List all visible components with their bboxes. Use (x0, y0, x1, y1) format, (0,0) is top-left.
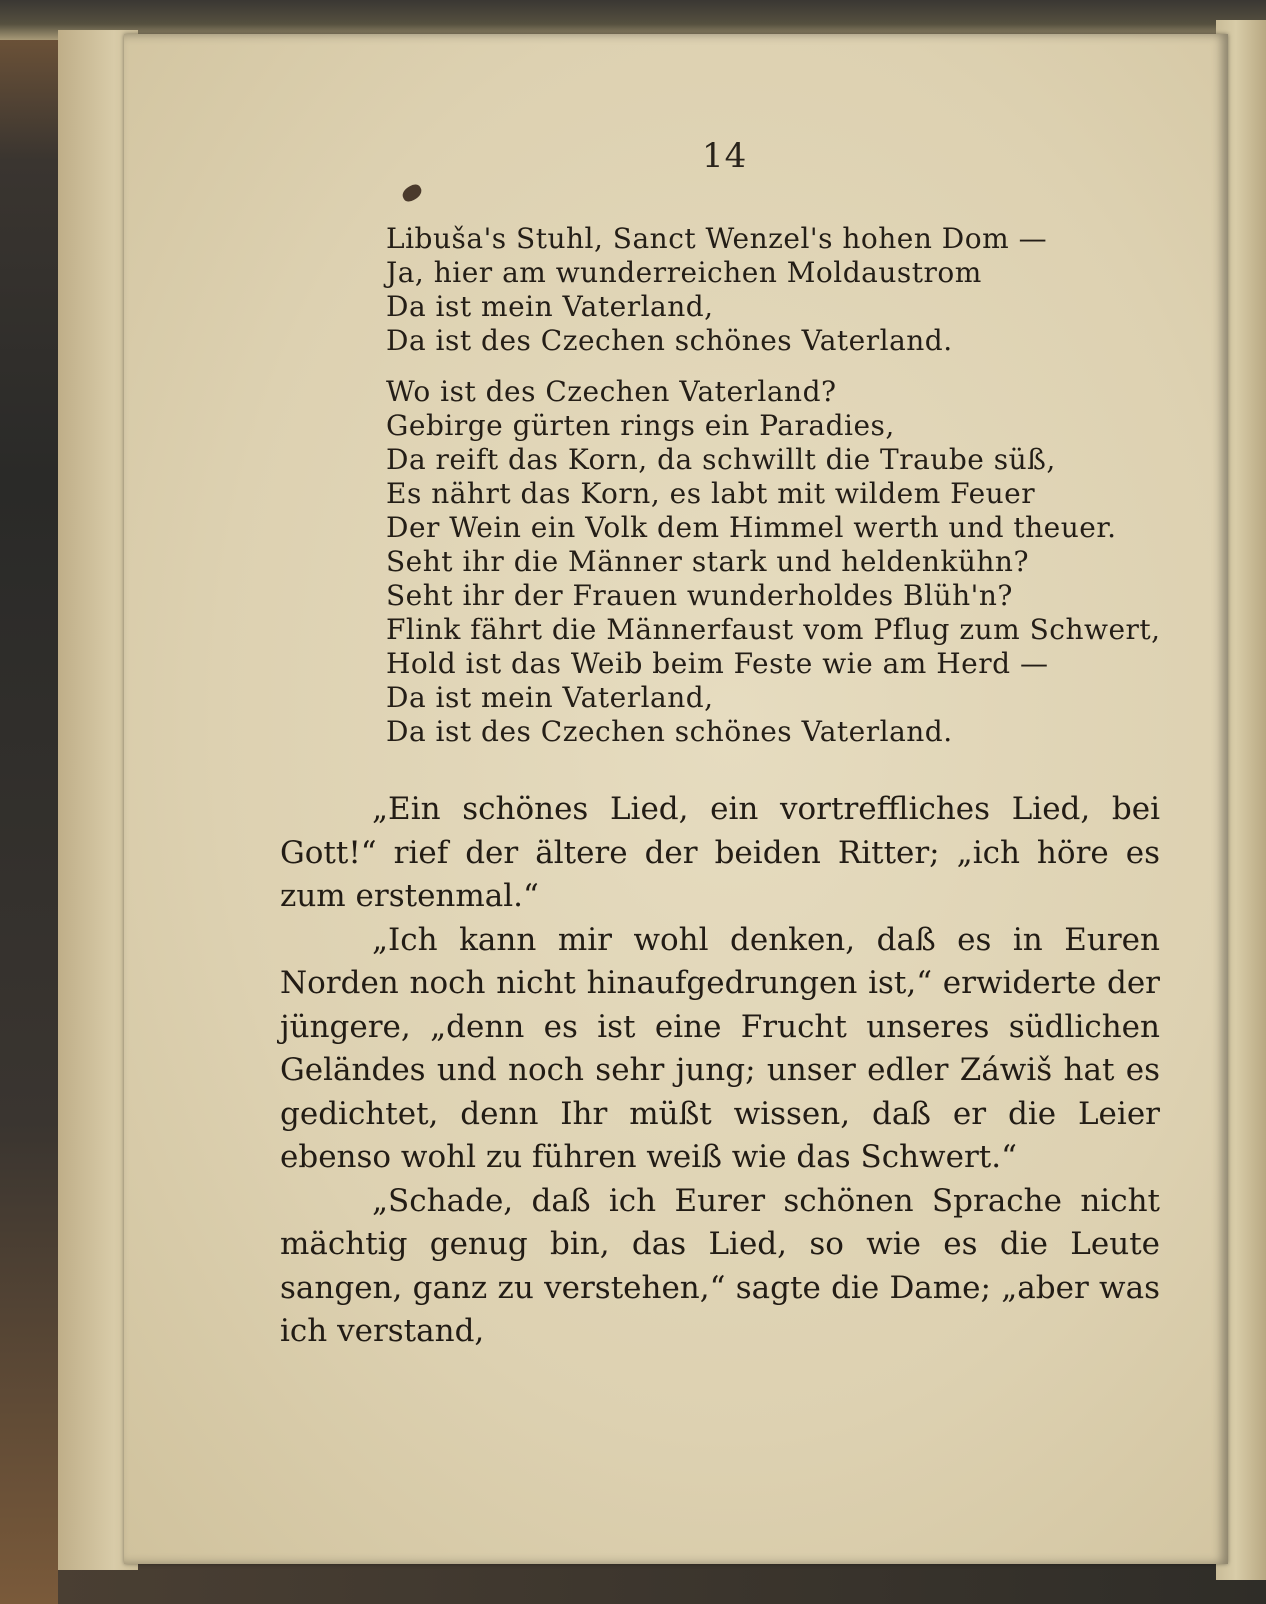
verse-line: Da ist mein Vaterland, (386, 290, 714, 323)
verse-line: Seht ihr der Frauen wunderholdes Blüh'n? (386, 579, 1013, 612)
verse-line: Libuša's Stuhl, Sanct Wenzel's hohen Dom — (386, 222, 1048, 255)
page-number: 14 (702, 136, 748, 176)
verse-line: Ja, hier am wunderreichen Moldaustrom (386, 256, 982, 289)
verse-line: Es nährt das Korn, es labt mit wildem Feuer (386, 477, 1036, 510)
verse-line: Da ist mein Vaterland, (386, 681, 714, 714)
verse-line: Wo ist des Czechen Vaterland? (386, 375, 837, 408)
verse-stanza-1 (386, 222, 1047, 358)
verse-line: Hold ist das Weib beim Feste wie am Herd — (386, 647, 1049, 680)
verse-line: Da ist des Czechen schönes Vaterland. (386, 324, 953, 357)
verse-line: Flink fährt die Männerfaust vom Pflug zum Schwert, (386, 613, 1161, 646)
verse-line: Da ist des Czechen schönes Vaterland. (386, 715, 953, 748)
paragraph: „Schade, daß ich Eurer schönen Sprache nicht mächtig genug bin, das Lied, so wie es die Leute sangen, ganz zu verstehen,“ sagte die Dame; „aber was ich verstand, (280, 1182, 1160, 1349)
verse-line: Gebirge gürten rings ein Paradies, (386, 409, 895, 442)
book-cover-left-edge (0, 0, 58, 1604)
paragraph: „Ein schönes Lied, ein vortreffliches Lied, bei Gott!“ rief der ältere der beiden Ritter; „ich höre es zum erstenmal.“ (280, 791, 1160, 914)
verse-stanza-2 (386, 375, 1161, 749)
prose-body (280, 788, 1160, 1354)
verse-line: Da reift das Korn, da schwillt die Traube süß, (386, 443, 1056, 476)
verse-line: Der Wein ein Volk dem Himmel werth und theuer. (386, 511, 1117, 544)
paragraph: „Ich kann mir wohl denken, daß es in Euren Norden noch nicht hinaufgedrungen ist,“ erwiderte der jüngere, „denn es ist eine Frucht unseres südlichen Geländes und noch sehr jung; unser edler Záwiš hat es gedichtet, denn Ihr müßt wissen, daß er die Leier ebenso wohl zu führen weiß wie das Schwert.“ (280, 921, 1160, 1175)
verse-line: Seht ihr die Männer stark und heldenkühn? (386, 545, 1029, 578)
